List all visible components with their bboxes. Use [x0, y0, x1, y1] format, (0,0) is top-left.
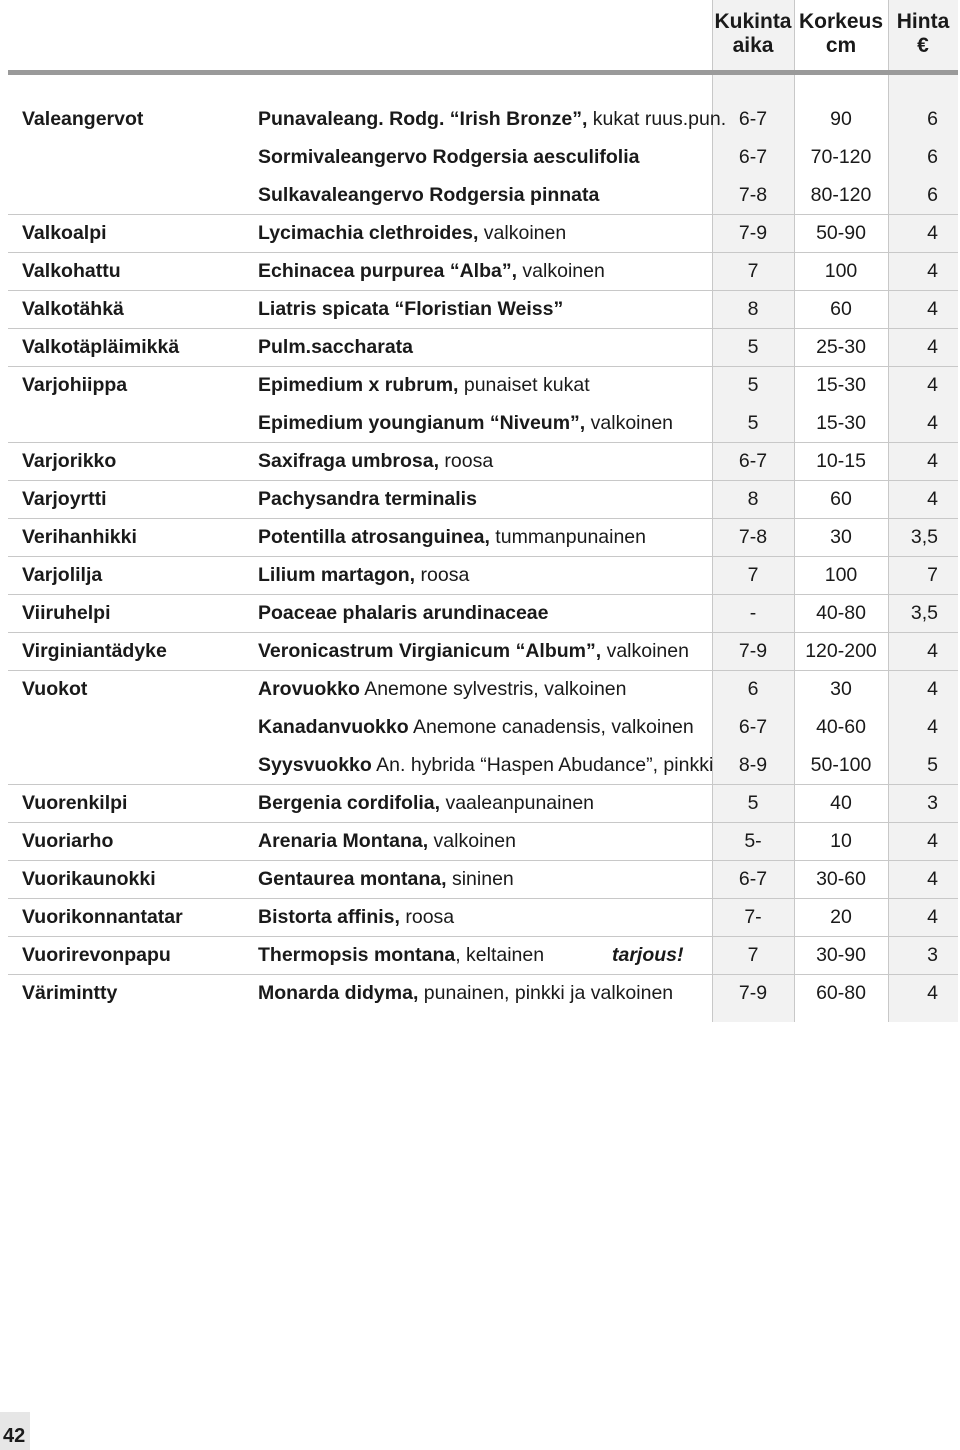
species-description	[258, 709, 694, 746]
table-row	[8, 405, 958, 443]
species-name: Lilium martagon,	[258, 564, 416, 586]
species-name: Sulkavaleangervo Rodgersia pinnata	[258, 184, 600, 206]
common-name: Virginiantädyke	[22, 640, 167, 662]
price: 3	[927, 792, 938, 814]
species-name: Punavaleang. Rodg. “Irish Bronze”,	[258, 108, 588, 130]
price: 3,5	[910, 602, 938, 624]
table-row	[8, 177, 958, 215]
plant-height: 15-30	[816, 412, 866, 434]
header-height: Korkeus cm	[798, 10, 884, 57]
price: 4	[927, 868, 938, 890]
plant-height: 100	[824, 564, 858, 586]
table-row	[8, 291, 958, 329]
price: 5	[927, 754, 938, 776]
species-description	[258, 253, 605, 290]
plant-height: 60	[830, 298, 852, 320]
species-name: Liatris spicata “Floristian Weiss”	[258, 298, 564, 320]
plant-height: 30	[830, 526, 852, 548]
species-description	[258, 633, 689, 670]
bloom-time: 7	[747, 260, 759, 282]
plant-height: 15-30	[816, 374, 866, 396]
species-description	[258, 937, 544, 974]
species-name: Kanadanvuokko	[258, 716, 409, 738]
species-description	[258, 481, 477, 518]
bloom-time: 7-8	[738, 184, 768, 206]
species-note: roosa	[399, 906, 455, 928]
bloom-time: -	[749, 602, 757, 624]
common-name: Valkotäpläimikkä	[22, 336, 180, 358]
common-name: Vuorirevonpapu	[22, 944, 171, 966]
species-note: , keltainen	[455, 944, 545, 966]
bloom-time: 7-9	[738, 222, 768, 244]
plant-height: 40	[830, 792, 852, 814]
header-divider	[8, 70, 958, 75]
plant-height: 60-80	[816, 982, 866, 1004]
table-row	[8, 557, 958, 595]
offer-label: tarjous!	[612, 944, 684, 966]
table-row	[8, 595, 958, 633]
common-name: Valkoalpi	[22, 222, 107, 244]
table-row	[8, 481, 958, 519]
species-description	[258, 519, 646, 556]
species-note: valkoinen	[601, 640, 689, 662]
common-name: Valkotähkä	[22, 298, 124, 320]
table-row	[8, 101, 958, 139]
species-name: Syysvuokko	[258, 754, 372, 776]
species-note: valkoinen	[478, 222, 567, 244]
table-row	[8, 443, 958, 481]
species-note: valkoinen	[428, 830, 516, 852]
page-number: 42	[3, 1425, 26, 1447]
species-name: Epimedium x rubrum,	[258, 374, 459, 396]
price: 3,5	[910, 526, 938, 548]
price: 6	[927, 184, 938, 206]
species-description	[258, 595, 548, 632]
species-name: Poaceae phalaris arundinaceae	[258, 602, 549, 624]
bloom-time: 8-9	[738, 754, 768, 776]
common-name: Varjohiippa	[22, 374, 128, 396]
species-note: Anemone canadensis, valkoinen	[408, 716, 694, 738]
table-row	[8, 899, 958, 937]
table-row	[8, 519, 958, 557]
species-name: Potentilla atrosanguinea,	[258, 526, 490, 548]
common-name: Vuorikaunokki	[22, 868, 156, 890]
species-name: Pachysandra terminalis	[258, 488, 477, 510]
species-name: Sormivaleangervo Rodgersia aesculifolia	[258, 146, 640, 168]
species-note: punaiset kukat	[458, 374, 590, 396]
plant-height: 30-90	[816, 944, 866, 966]
plant-height: 30	[830, 678, 852, 700]
species-name: Arovuokko	[258, 678, 360, 700]
species-description	[258, 139, 639, 176]
price: 4	[927, 450, 938, 472]
species-name: Bergenia cordifolia,	[258, 792, 441, 814]
price: 4	[927, 336, 938, 358]
price: 4	[927, 906, 938, 928]
bloom-time: 8	[747, 488, 759, 510]
table-row	[8, 253, 958, 291]
species-description	[258, 823, 516, 860]
price: 4	[927, 716, 938, 738]
bloom-time: 5	[747, 374, 759, 396]
species-note: valkoinen	[585, 412, 674, 434]
species-description	[258, 975, 673, 1012]
plant-height: 10	[830, 830, 852, 852]
bloom-time: 7-	[744, 906, 762, 928]
table-row	[8, 709, 958, 747]
common-name: Värimintty	[22, 982, 118, 1004]
common-name: Varjorikko	[22, 450, 117, 472]
bloom-time: 5	[747, 412, 759, 434]
price: 7	[927, 564, 938, 586]
bloom-time: 6-7	[738, 716, 768, 738]
bloom-time: 6-7	[738, 450, 768, 472]
common-name: Valkohattu	[22, 260, 121, 282]
species-description	[258, 367, 590, 404]
bloom-time: 6	[747, 678, 759, 700]
species-note: sininen	[446, 868, 514, 890]
price: 4	[927, 830, 938, 852]
bloom-time: 5-	[744, 830, 762, 852]
species-description	[258, 557, 469, 594]
species-name: Lycimachia clethroides,	[258, 222, 479, 244]
plant-height: 60	[830, 488, 852, 510]
species-note: An. hybrida “Haspen Abudance”, pinkki	[371, 754, 714, 776]
bloom-time: 7-9	[738, 640, 768, 662]
species-name: Saxifraga umbrosa,	[258, 450, 439, 472]
species-name: Echinacea purpurea “Alba”,	[258, 260, 517, 282]
table-row	[8, 633, 958, 671]
price: 6	[927, 108, 938, 130]
plant-height: 50-90	[816, 222, 866, 244]
bloom-time: 7	[747, 564, 759, 586]
species-name: Gentaurea montana,	[258, 868, 447, 890]
table-row	[8, 215, 958, 253]
species-name: Epimedium youngianum “Niveum”,	[258, 412, 586, 434]
common-name: Vuorikonnantatar	[22, 906, 183, 928]
bloom-time: 6-7	[738, 146, 768, 168]
species-description	[258, 329, 413, 366]
species-note: valkoinen	[517, 260, 605, 282]
plant-height: 90	[830, 108, 852, 130]
species-note: roosa	[415, 564, 470, 586]
bloom-time: 7	[747, 944, 759, 966]
price: 4	[927, 374, 938, 396]
species-description	[258, 443, 493, 480]
price: 4	[927, 488, 938, 510]
plant-height: 25-30	[816, 336, 866, 358]
price: 3	[927, 944, 938, 966]
common-name: Varjolilja	[22, 564, 103, 586]
species-description	[258, 215, 566, 252]
species-note: vaaleanpunainen	[440, 792, 595, 814]
species-description	[258, 785, 594, 822]
common-name: Verihanhikki	[22, 526, 137, 548]
bloom-time: 8	[747, 298, 759, 320]
table-row	[8, 329, 958, 367]
bloom-time: 5	[747, 792, 759, 814]
table-row	[8, 785, 958, 823]
plant-height: 10-15	[816, 450, 866, 472]
common-name: Varjoyrtti	[22, 488, 107, 510]
price: 4	[927, 222, 938, 244]
bloom-time: 6-7	[738, 108, 768, 130]
species-name: Thermopsis montana	[258, 944, 456, 966]
plant-height: 50-100	[810, 754, 872, 776]
species-description	[258, 177, 599, 214]
species-note: Anemone sylvestris, valkoinen	[359, 678, 627, 700]
species-description	[258, 101, 726, 138]
table-row	[8, 747, 958, 785]
price: 6	[927, 146, 938, 168]
plant-height: 100	[824, 260, 858, 282]
species-name: Monarda didyma,	[258, 982, 419, 1004]
species-description	[258, 861, 514, 898]
price: 4	[927, 412, 938, 434]
table-row	[8, 823, 958, 861]
plant-height: 70-120	[810, 146, 872, 168]
common-name: Valeangervot	[22, 108, 144, 130]
bloom-time: 5	[747, 336, 759, 358]
species-name: Pulm.saccharata	[258, 336, 414, 358]
plant-height: 40-60	[816, 716, 866, 738]
species-note: tummanpunainen	[489, 526, 646, 548]
common-name: Vuokot	[22, 678, 88, 700]
common-name: Viiruhelpi	[22, 602, 111, 624]
species-description	[258, 405, 673, 442]
species-note: punainen, pinkki ja valkoinen	[418, 982, 674, 1004]
price: 4	[927, 982, 938, 1004]
table-row	[8, 367, 958, 405]
plant-height: 120-200	[805, 640, 877, 662]
table-row	[8, 671, 958, 709]
price: 4	[927, 678, 938, 700]
species-description	[258, 671, 627, 708]
common-name: Vuoriarho	[22, 830, 114, 852]
table-row	[8, 861, 958, 899]
bloom-time: 6-7	[738, 868, 768, 890]
header-bloom-time: Kukinta aika	[714, 10, 792, 57]
bloom-time: 7-8	[738, 526, 768, 548]
plant-height: 80-120	[810, 184, 872, 206]
plant-height: 20	[830, 906, 852, 928]
species-note: roosa	[438, 450, 494, 472]
price: 4	[927, 260, 938, 282]
species-name: Arenaria Montana,	[258, 830, 429, 852]
header-price: Hinta €	[896, 10, 950, 57]
bloom-time: 7-9	[738, 982, 768, 1004]
table-row	[8, 937, 958, 975]
species-name: Veronicastrum Virgianicum “Album”,	[258, 640, 602, 662]
species-description	[258, 899, 454, 936]
table-row	[8, 975, 958, 1013]
plant-height: 40-80	[816, 602, 866, 624]
price: 4	[927, 298, 938, 320]
table-row	[8, 139, 958, 177]
common-name: Vuorenkilpi	[22, 792, 128, 814]
species-description	[258, 747, 713, 784]
species-name: Bistorta affinis,	[258, 906, 400, 928]
plant-height: 30-60	[816, 868, 866, 890]
species-description	[258, 291, 563, 328]
price: 4	[927, 640, 938, 662]
species-note: kukat ruus.pun.	[587, 108, 727, 130]
